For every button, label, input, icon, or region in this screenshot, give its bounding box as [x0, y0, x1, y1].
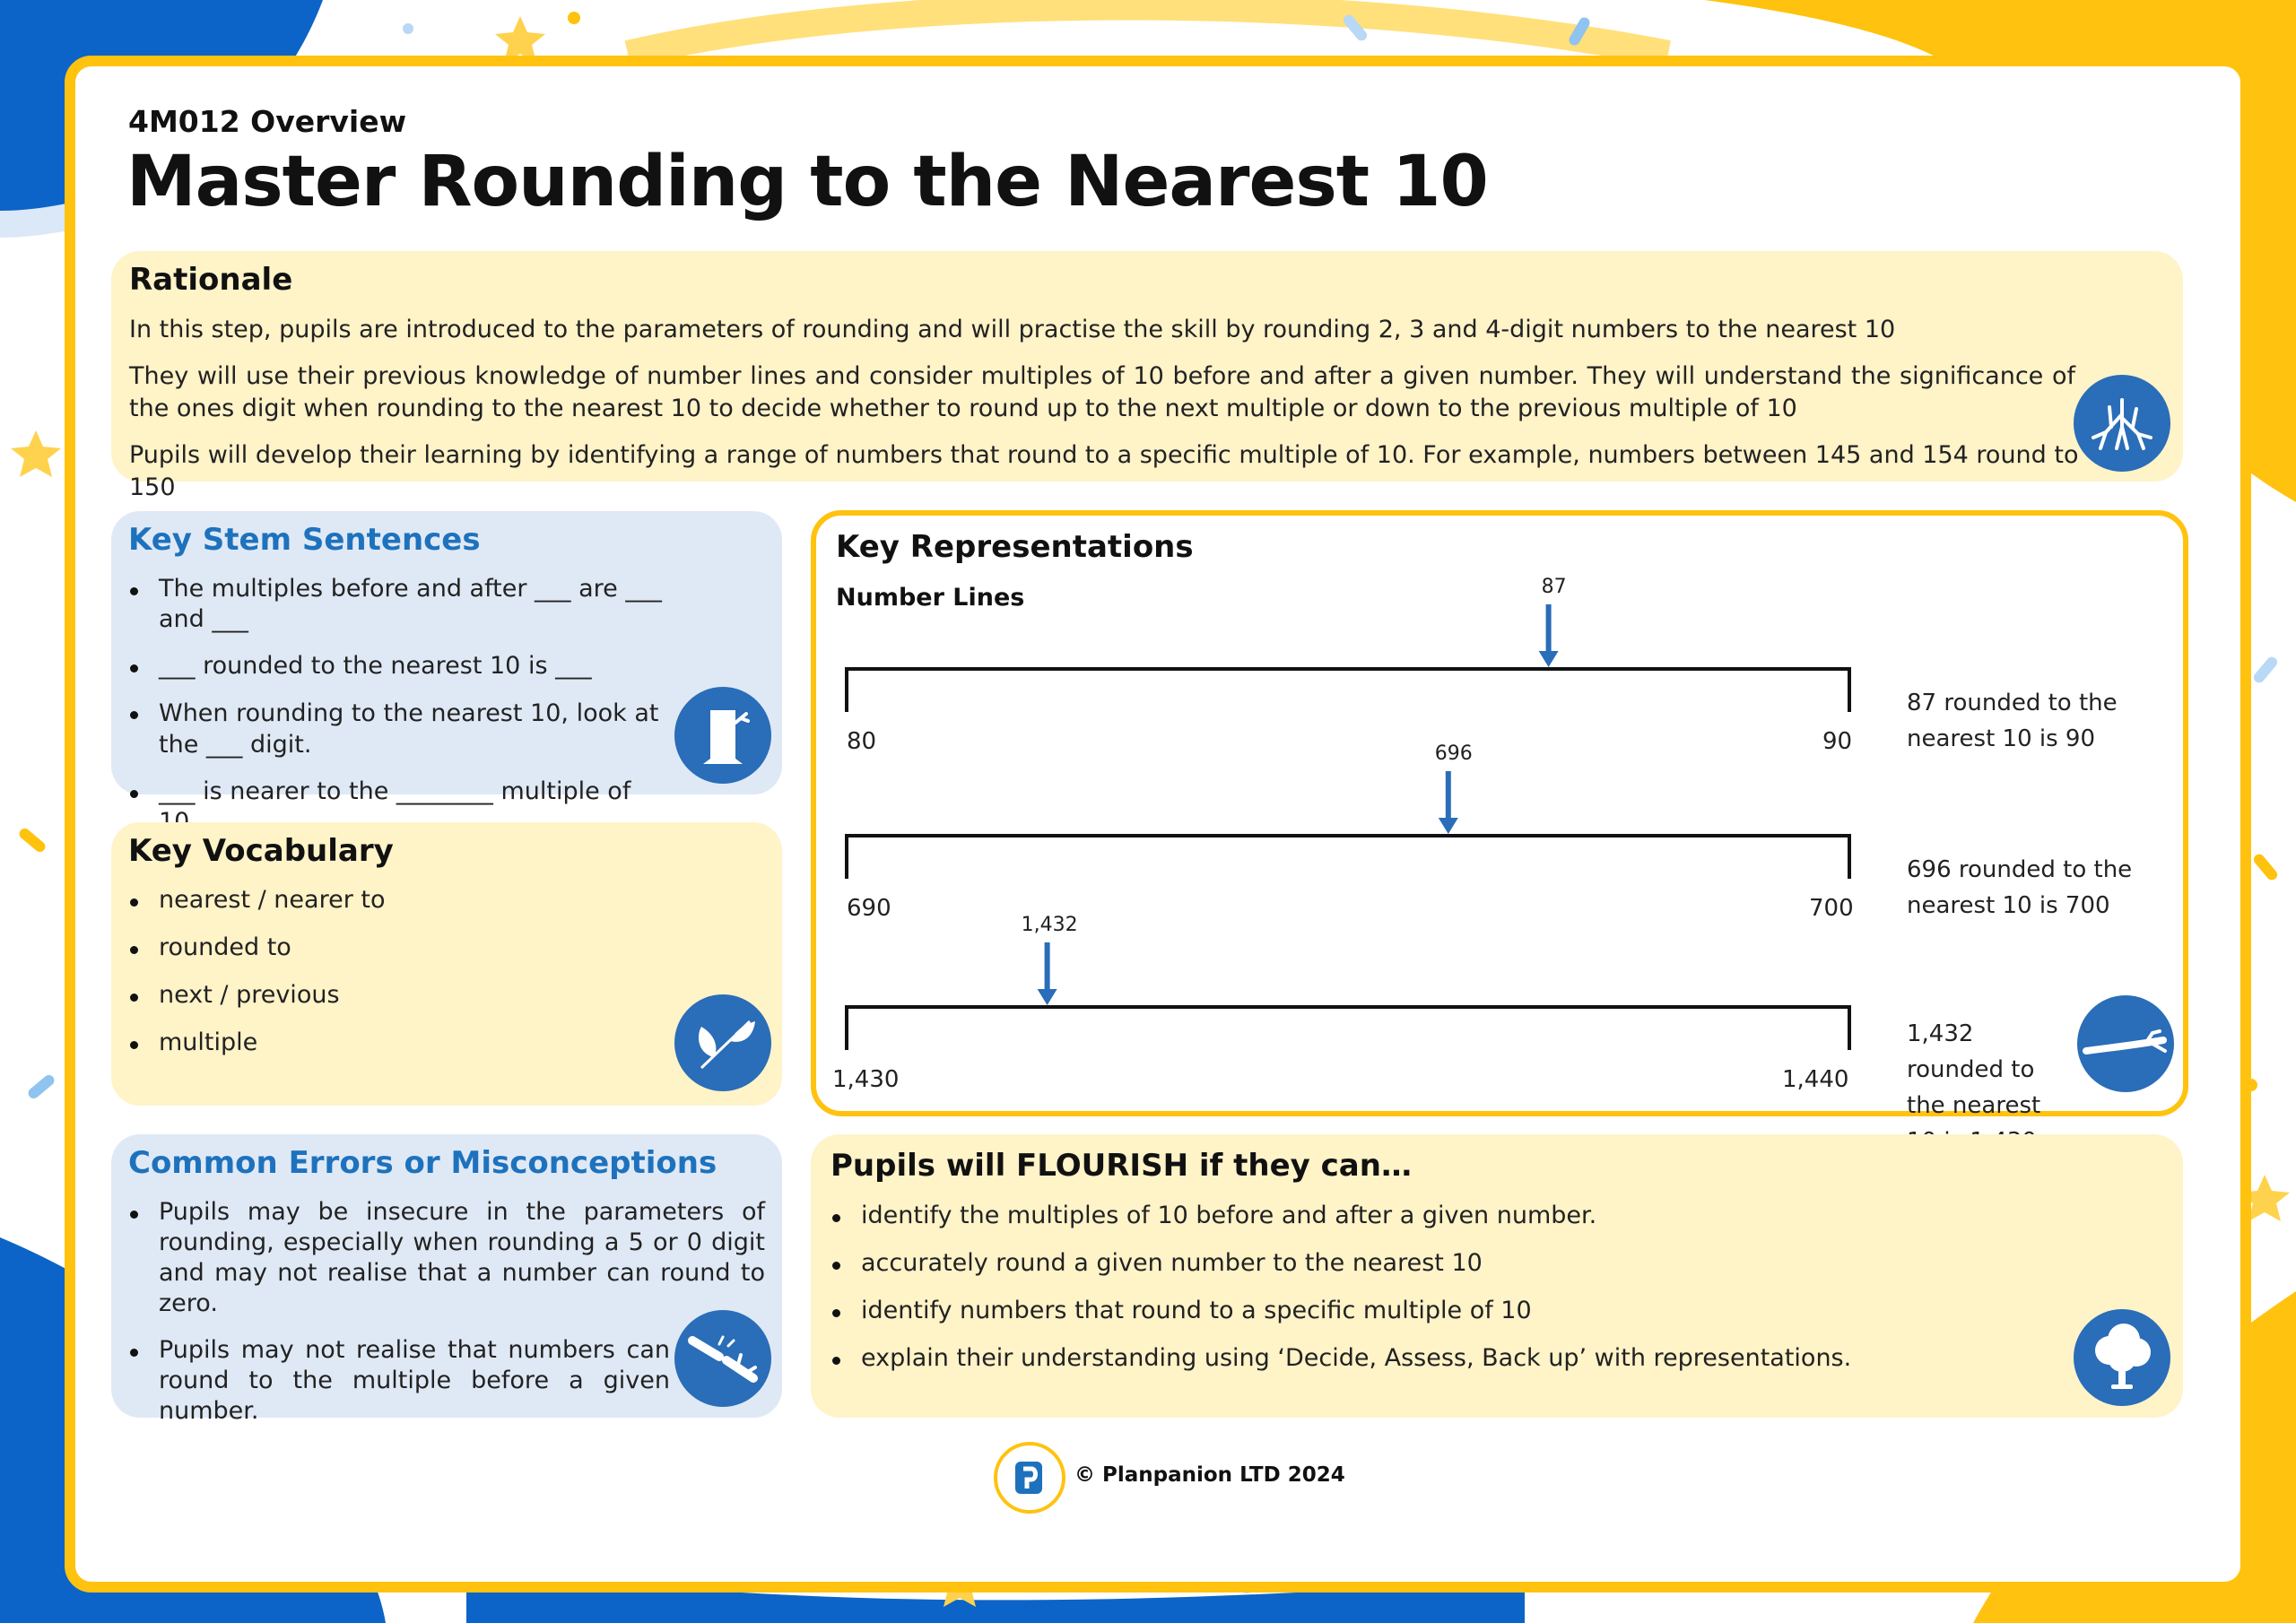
rounding-caption: 87 rounded to the nearest 10 is 90 — [1907, 690, 2118, 752]
leaves-icon — [674, 994, 771, 1091]
broken-branch-icon — [674, 1310, 771, 1407]
flourish-list — [831, 1201, 2068, 1374]
error-item: Pupils may be insecure in the parameters of rounding, especially when rounding a 5 or 0 digit and may not realise that a number can round to zero. — [128, 1197, 765, 1319]
stem-item: ___ rounded to the nearest 10 is ___ — [128, 651, 666, 681]
lesson-code: 4M012 Overview — [128, 104, 407, 139]
flourish-panel — [811, 1134, 2183, 1418]
number-line — [847, 836, 1849, 879]
value-label: 696 — [1434, 742, 1473, 765]
errors-list — [128, 1197, 765, 1427]
oak-tree-icon — [2074, 1309, 2170, 1406]
start-label: 690 — [847, 895, 891, 922]
stem-list — [128, 574, 666, 838]
tree-stump-icon — [674, 687, 771, 784]
value-arrow-head — [1439, 818, 1458, 834]
rationale-paragraph-3: Pupils will develop their learning by identifying a range of numbers that round to a specific multiple of 10. For example, numbers between 145 and 154 round to 150 — [129, 441, 2079, 501]
error-item: Pupils may not realise that numbers can round to the multiple before a given number. — [128, 1335, 670, 1427]
errors-title: Common Errors or Misconceptions — [128, 1145, 718, 1181]
number-line — [847, 669, 1849, 712]
stem-item: ___ is nearer to the ________ multiple of — [128, 777, 666, 838]
rationale-paragraph-1: In this step, pupils are introduced to the parameters of rounding and will practise the skill by rounding 2, 3 and 4-digit numbers to the nearest 10 — [129, 316, 1896, 343]
value-label: 1,432 — [1021, 914, 1078, 936]
stem-panel — [111, 511, 782, 805]
rounding-caption: 1,432 rounded to the nearest — [1907, 1020, 2041, 1119]
value-arrow-head — [1539, 651, 1559, 667]
flourish-item: identify the multiples of 10 before and after a given number. — [831, 1201, 2068, 1231]
representations-title: Key Representations — [836, 529, 1194, 565]
end-label: 700 — [1809, 895, 1854, 922]
page-title: Master Rounding to the Nearest 10 — [126, 142, 1488, 222]
number-lines-subtitle: Number Lines — [836, 584, 1025, 612]
branch-icon — [2077, 995, 2174, 1092]
end-label: 1,440 — [1782, 1066, 1849, 1093]
start-label: 80 — [847, 728, 877, 755]
flourish-item: accurately round a given number to the nearest 10 — [831, 1248, 2068, 1279]
flourish-item: identify numbers that round to a specific multiple of 10 — [831, 1296, 2068, 1326]
vocab-title: Key Vocabulary — [128, 833, 394, 869]
vocab-item: multiple — [128, 1028, 666, 1058]
representations-panel — [811, 510, 2188, 1119]
copyright: © Planpanion LTD 2024 — [1074, 1463, 1345, 1487]
vocab-item: nearest / nearer to — [128, 885, 666, 916]
rationale-paragraph-2: They will use their previous knowledge of number lines and consider multiples of 10 before and after a given number. They will understand the significance of the ones digit when rounding to the nearest 10 to decide whether to round up to the next multiple or down to the previous multiple of 10 — [129, 362, 2075, 422]
roots-icon — [2074, 375, 2170, 472]
vocab-list — [128, 885, 666, 1058]
vocab-item: next / previous — [128, 980, 666, 1011]
vocab-item: rounded to — [128, 933, 666, 963]
number-line — [847, 1007, 1849, 1050]
end-label: 90 — [1822, 728, 1853, 755]
rationale-title: Rationale — [129, 262, 293, 298]
errors-panel — [111, 1134, 782, 1425]
flourish-title: Pupils will FLOURISH if they can… — [831, 1148, 1412, 1184]
value-label: 87 — [1541, 576, 1567, 598]
stem-item: The multiples before and after ___ are ___ and ___ — [128, 574, 666, 635]
stem-item: When rounding to the nearest 10, look at the ___ digit. — [128, 698, 670, 760]
start-label: 1,430 — [832, 1066, 900, 1093]
planpanion-logo — [994, 1442, 1065, 1514]
flourish-item: explain their understanding using ‘Decide, Assess, Back up’ with representations. — [831, 1343, 2068, 1374]
value-arrow-head — [1038, 989, 1057, 1005]
vocab-panel — [111, 822, 782, 1106]
stem-title: Key Stem Sentences — [128, 522, 481, 558]
rationale-panel — [111, 251, 2183, 501]
rounding-caption: 696 rounded to the nearest 10 is 700 — [1907, 856, 2133, 919]
